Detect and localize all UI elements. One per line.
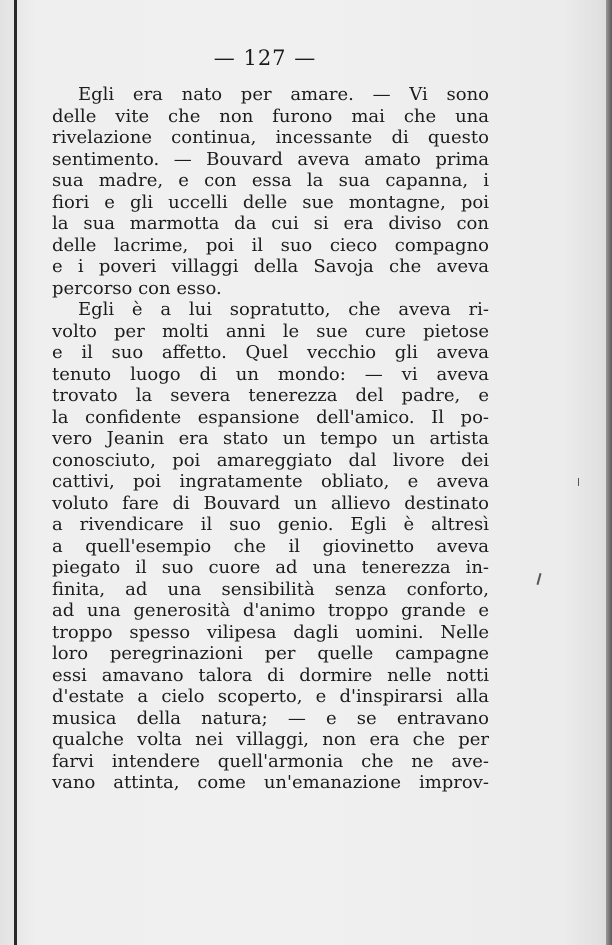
text-line: percorso con esso. — [52, 277, 222, 299]
text-line: la confidente espansione dell'amico. Il po- — [52, 406, 489, 428]
text-line: essi amavano talora di dormire nelle notti — [52, 664, 489, 686]
ink-speck — [578, 478, 579, 486]
text-line: vero Jeanin era stato un tempo un artista — [52, 428, 489, 449]
ink-speck — [536, 573, 541, 585]
page-number: — 127 — — [213, 46, 317, 70]
text-line: vano attinta, come un'emanazione improv- — [52, 772, 489, 793]
text-line: a rivendicare il suo genio. Egli è altresì — [52, 514, 489, 535]
text-line: ad una generosità d'animo troppo grande e — [52, 600, 489, 621]
text-line: tenuto luogo di un mondo: — vi aveva — [52, 363, 489, 385]
text-line: finita, ad una sensibilità senza conforto, — [52, 578, 489, 600]
text-line: qualche volta nei villaggi, non era che per — [52, 729, 489, 750]
text-line: trovato la severa tenerezza del padre, e — [52, 385, 489, 406]
text-line: farvi intendere quell'armonia che ne ave- — [52, 750, 489, 772]
text-line: voluto fare di Bouvard un allievo destinato — [52, 492, 489, 514]
text-line: d'estate a cielo scoperto, e d'inspirarsi alla — [52, 686, 489, 707]
text-line: conosciuto, poi amareggiato dal livore dei — [52, 449, 489, 471]
text-line: a quell'esempio che il giovinetto aveva — [52, 535, 489, 557]
text-line: rivelazione continua, incessante di questo — [52, 127, 489, 148]
text-line: cattivi, poi ingratamente obliato, e aveva — [52, 471, 489, 492]
text-line: sentimento. — Bouvard aveva amato prima — [52, 148, 489, 170]
text-line: delle vite che non furono mai che una — [52, 105, 489, 127]
text-line: e il suo affetto. Quel vecchio gli aveva — [52, 342, 489, 363]
text-line: sua madre, e con essa la sua capanna, i — [52, 170, 489, 191]
text-line: fiori e gli uccelli delle sue montagne, poi — [52, 191, 489, 213]
text-line: la sua marmotta da cui si era diviso con — [52, 213, 489, 234]
text-line: volto per molti anni le sue cure pietose — [52, 320, 489, 342]
text-line: loro peregrinazioni per quelle campagne — [52, 643, 489, 664]
text-line: Egli era nato per amare. — Vi sono — [78, 84, 489, 105]
text-line: delle lacrime, poi il suo cieco compagno — [52, 234, 489, 256]
text-line: musica della natura; — e se entravano — [52, 707, 489, 729]
text-line: piegato il suo cuore ad una tenerezza in- — [52, 557, 489, 578]
page-binding-edge — [14, 0, 17, 945]
page-right-edge — [606, 0, 612, 945]
body-text — [52, 84, 489, 794]
text-line: troppo spesso vilipesa dagli uomini. Nelle — [52, 621, 489, 643]
text-line: Egli è a lui sopratutto, che aveva ri- — [78, 299, 489, 320]
text-line: e i poveri villaggi della Savoja che aveva — [52, 256, 489, 277]
